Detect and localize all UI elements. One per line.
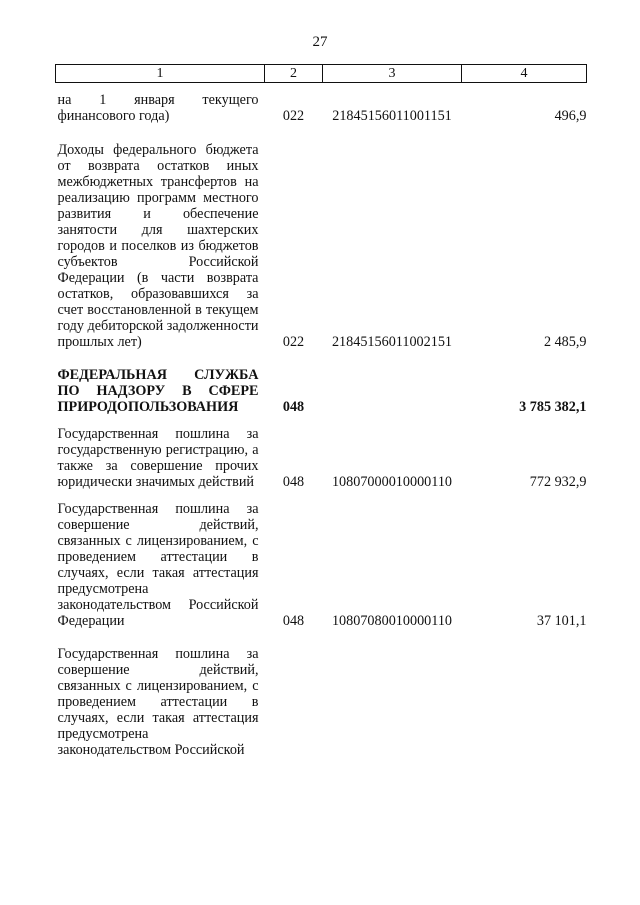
amount-cell: 37 101,1	[536, 612, 587, 629]
column-header-4: 4	[462, 65, 587, 83]
table-row-spacer	[56, 350, 587, 367]
table-header	[56, 65, 587, 83]
column-header-3: 3	[323, 65, 462, 83]
agency-total-amount-cell: 3 785 382,1	[519, 398, 587, 415]
column-header-2: 2	[265, 65, 323, 83]
table-row	[56, 142, 587, 350]
revenue-name-cell: Государственная пошлина за совершение действий, связанных с лицензированием, с проведением аттестации в случаях, если такая аттестация предусмотрена законодательством Российской	[57, 645, 259, 758]
page-number: 27	[312, 34, 328, 50]
table-row	[56, 501, 587, 629]
column-number-row	[56, 65, 587, 83]
budget-classification-code-cell: 21845156011001151	[332, 107, 452, 124]
administrator-code-cell: 022	[282, 333, 305, 350]
administrator-code-cell	[265, 646, 323, 758]
revenue-name-cell: Государственная пошлина за государственную регистрацию, а также за совершение прочих юридически значимых действий	[57, 425, 259, 490]
administrator-code-cell: 022	[282, 107, 305, 124]
revenue-name-cell: Доходы федерального бюджета от возврата остатков иных межбюджетных трансфертов на реализацию программ местного развития и обеспечение занятости для шахтерских городов и поселков из бюджетов субъектов Российской Федерации (в части возврата остатков, образовавшихся за счет восстановленной в текущем году дебиторской задолженности прошлых лет)	[57, 141, 259, 350]
budget-classification-code-cell: 10807000010000110	[331, 473, 453, 490]
revenue-name-cell: на 1 января текущего финансового года)	[57, 91, 259, 124]
budget-classification-code-cell: 21845156011002151	[331, 333, 453, 350]
table-row-spacer	[56, 490, 587, 501]
budget-classification-code-cell	[323, 646, 462, 758]
amount-cell: 496,9	[554, 107, 587, 124]
budget-classification-code-cell	[323, 367, 462, 415]
administrator-code-cell: 048	[282, 473, 305, 490]
table-row-spacer	[56, 124, 587, 142]
revenue-name-cell: Государственная пошлина за совершение действий, связанных с лицензированием, с проведением аттестации в случаях, если такая аттестация предусмотрена законодательством Российской Федерации	[57, 500, 259, 629]
amount-cell: 772 932,9	[529, 473, 587, 490]
table-body	[56, 83, 587, 758]
agency-name-cell: ФЕДЕРАЛЬНАЯ СЛУЖБА ПО НАДЗОРУ В СФЕРЕ ПРИРОДОПОЛЬЗОВАНИЯ	[57, 366, 259, 415]
table-row	[56, 83, 587, 124]
table-row	[56, 646, 587, 758]
table-row-section-header	[56, 367, 587, 415]
administrator-code-cell: 048	[282, 398, 305, 415]
administrator-code-cell: 048	[282, 612, 305, 629]
budget-revenue-table	[55, 64, 587, 758]
amount-cell	[462, 646, 587, 758]
table-row-spacer	[56, 415, 587, 426]
column-header-1: 1	[56, 65, 265, 83]
table-row	[56, 426, 587, 490]
budget-classification-code-cell: 10807080010000110	[331, 612, 453, 629]
table-row-spacer	[56, 629, 587, 646]
amount-cell: 2 485,9	[543, 333, 587, 350]
